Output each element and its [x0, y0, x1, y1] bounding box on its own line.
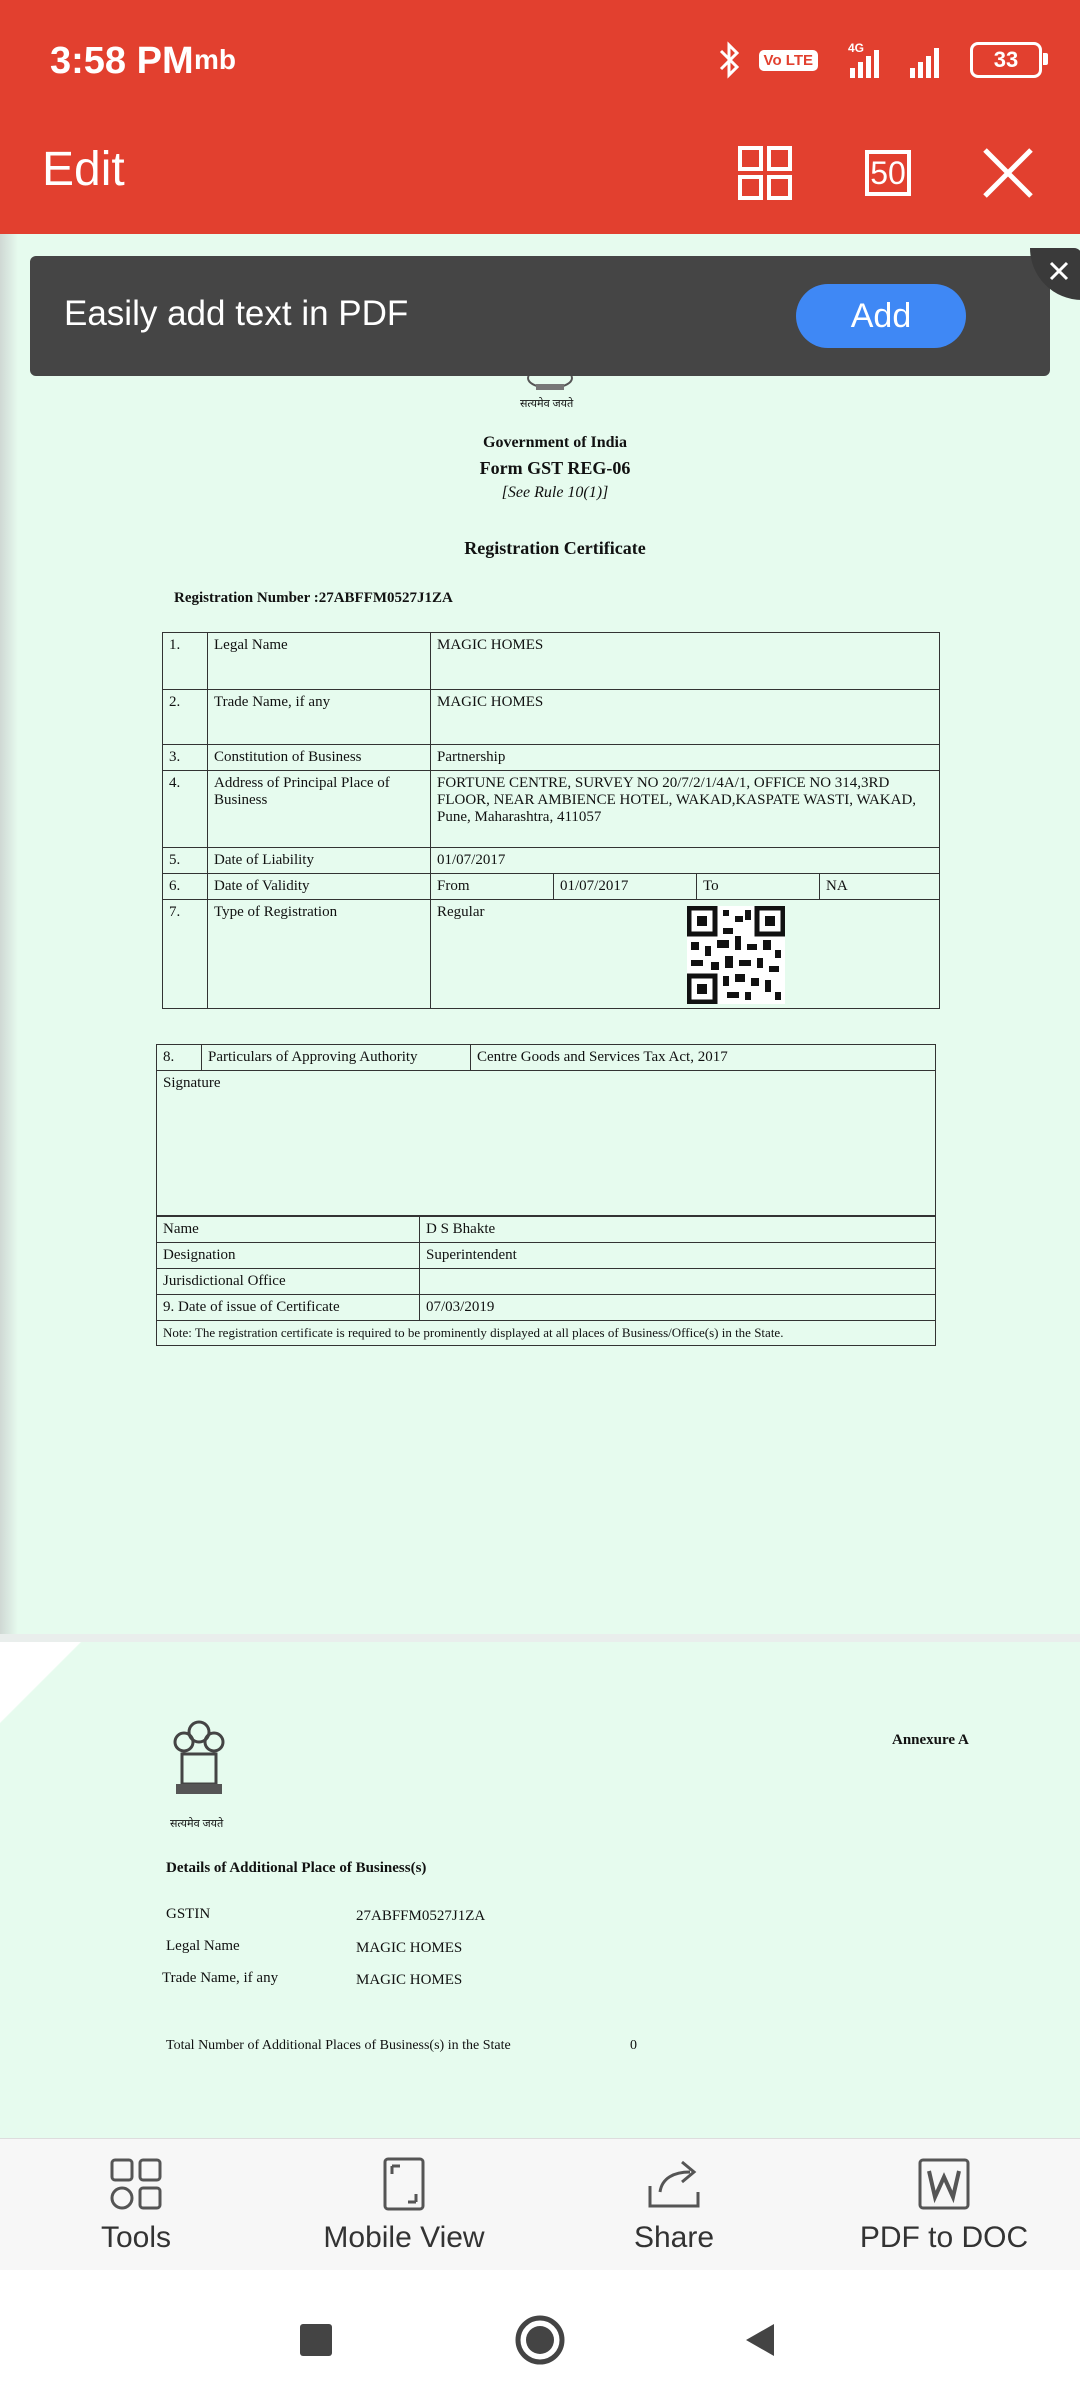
- total-places-value: 0: [630, 2038, 637, 2053]
- officer-label: 9. Date of issue of Certificate: [157, 1295, 420, 1321]
- back-button[interactable]: [730, 2310, 790, 2370]
- toolbar-title: Edit: [42, 143, 125, 196]
- bluetooth-icon: [717, 40, 743, 80]
- registration-number: Registration Number :27ABFFM0527J1ZA: [174, 590, 453, 606]
- document-government: Government of India: [483, 434, 627, 451]
- row-number: 6.: [163, 874, 208, 900]
- row-value: FORTUNE CENTRE, SURVEY NO 20/7/2/1/4A/1, OFFICE NO 314,3RD FLOOR, NEAR AMBIENCE HOTEL, WAKAD,KASPATE WASTI, WAKAD, Pune, Maharashtra, 411057: [431, 771, 940, 848]
- officer-label: Name: [157, 1217, 420, 1243]
- row-number: 4.: [163, 771, 208, 848]
- certificate-title: Registration Certificate: [464, 538, 646, 558]
- certificate-note: Note: The registration certificate is required to be prominently displayed at all places of Business/Office(s) in the State.: [157, 1321, 936, 1346]
- row-number: 2.: [163, 690, 208, 745]
- page-fold: [0, 1642, 90, 1752]
- row-label: Address of Principal Place of Business: [208, 771, 431, 848]
- validity-from-label: From: [431, 874, 554, 900]
- field-label: Trade Name, if any: [162, 1970, 279, 1986]
- officer-value: [420, 1269, 936, 1295]
- field-label: GSTIN: [166, 1906, 211, 1922]
- row-label: Legal Name: [208, 633, 431, 690]
- battery-level: 33: [993, 47, 1019, 72]
- home-circle-icon: [514, 2314, 566, 2366]
- pdf-to-doc-label: PDF to DOC: [859, 2221, 1029, 2254]
- emblem-motto: सत्यमेव जयते: [520, 398, 574, 410]
- table-row: [157, 1295, 936, 1321]
- row-value: Partnership: [431, 745, 940, 771]
- validity-to: NA: [820, 874, 940, 900]
- table-row: [163, 771, 940, 848]
- field-value: 27ABFFM0527J1ZA: [356, 1908, 486, 1924]
- row-label: Particulars of Approving Authority: [202, 1045, 471, 1071]
- total-places-label: Total Number of Additional Places of Business(s) in the State: [166, 2038, 511, 2053]
- pdf-to-doc-button[interactable]: [834, 2153, 1054, 2265]
- close-icon: [981, 146, 1035, 200]
- registration-table: [162, 632, 940, 1009]
- registration-type: Regular: [437, 904, 485, 920]
- table-row: [157, 1217, 936, 1243]
- table-row: [157, 1321, 936, 1346]
- system-navigation-bar: [0, 2270, 1080, 2400]
- officer-value: Superintendent: [420, 1243, 936, 1269]
- pdf-viewer[interactable]: [0, 234, 1080, 2138]
- officer-value: 07/03/2019: [420, 1295, 936, 1321]
- table-row: [163, 633, 940, 690]
- row-label: Date of Liability: [208, 848, 431, 874]
- validity-to-label: To: [697, 874, 820, 900]
- row-number: 8.: [157, 1045, 202, 1071]
- emblem-motto: सत्यमेव जयते: [170, 1818, 224, 1830]
- table-row: [163, 690, 940, 745]
- row-label: Trade Name, if any: [208, 690, 431, 745]
- close-button[interactable]: [973, 138, 1043, 208]
- share-label: Share: [633, 2221, 715, 2254]
- row-label: Constitution of Business: [208, 745, 431, 771]
- authority-table: [156, 1044, 936, 1346]
- row-number: 5.: [163, 848, 208, 874]
- field-label: Legal Name: [166, 1938, 240, 1954]
- page-count: 50: [870, 154, 906, 191]
- table-row: [163, 848, 940, 874]
- row-number: 3.: [163, 745, 208, 771]
- volte-icon: Vo LTE: [759, 50, 818, 71]
- battery-icon: [970, 42, 1042, 78]
- signal-icon: [902, 40, 954, 80]
- grid-icon: [737, 145, 793, 201]
- field-value: MAGIC HOMES: [356, 1940, 463, 1956]
- table-row: [163, 900, 940, 1009]
- pdf-page-1: [0, 234, 1080, 1634]
- validity-from: 01/07/2017: [554, 874, 697, 900]
- back-triangle-icon: [740, 2320, 780, 2360]
- table-row: [163, 745, 940, 771]
- tools-icon: [108, 2156, 164, 2212]
- close-icon: [1048, 260, 1070, 282]
- mobile-view-icon: [382, 2156, 426, 2212]
- table-row: [157, 1243, 936, 1269]
- tooltip-text: Easily add text in PDF: [64, 294, 409, 333]
- row-number: 7.: [163, 900, 208, 1009]
- row-value: MAGIC HOMES: [431, 690, 940, 745]
- share-button[interactable]: [564, 2153, 784, 2265]
- row-number: 1.: [163, 633, 208, 690]
- field-value: MAGIC HOMES: [356, 1972, 463, 1988]
- tools-button[interactable]: [26, 2153, 246, 2265]
- carrier-label: mb: [194, 44, 236, 75]
- officer-value: D S Bhakte: [420, 1217, 936, 1243]
- home-button[interactable]: [510, 2310, 570, 2370]
- annexure-label: Annexure A: [892, 1732, 969, 1748]
- table-row: [157, 1071, 936, 1216]
- status-time: 3:58 PM: [50, 40, 194, 82]
- bottom-action-bar: [0, 2138, 1080, 2271]
- pdf-page-2: [0, 1642, 1080, 2138]
- row-value: Centre Goods and Services Tax Act, 2017: [471, 1045, 936, 1071]
- signal-4g-icon: [834, 40, 886, 80]
- national-emblem-icon: [168, 1718, 230, 1812]
- add-text-button[interactable]: Add: [796, 284, 966, 348]
- officer-label: Jurisdictional Office: [157, 1269, 420, 1295]
- table-row: [157, 1269, 936, 1295]
- app-toolbar: [0, 128, 1080, 234]
- document-form: Form GST REG-06: [479, 458, 631, 478]
- mobile-view-label: Mobile View: [323, 2221, 485, 2254]
- officer-label: Designation: [157, 1243, 420, 1269]
- svg-text:4G: 4G: [848, 41, 865, 55]
- signature-area: Signature: [157, 1071, 936, 1216]
- tools-label: Tools: [100, 2221, 172, 2254]
- qr-code-icon: [687, 906, 785, 1004]
- table-row: [163, 874, 940, 900]
- document-rule: [See Rule 10(1)]: [501, 484, 609, 501]
- status-icons: [717, 40, 1042, 80]
- row-value-cell: [431, 900, 940, 1009]
- page-count-icon: [865, 150, 911, 196]
- row-label: Date of Validity: [208, 874, 431, 900]
- share-icon: [644, 2156, 704, 2212]
- recents-button[interactable]: [286, 2310, 346, 2370]
- additional-places-title: Details of Additional Place of Business(s): [166, 1860, 427, 1876]
- table-row: [157, 1045, 936, 1071]
- mobile-view-button[interactable]: [294, 2153, 514, 2265]
- row-label: Type of Registration: [208, 900, 431, 1009]
- page-count-button[interactable]: [853, 138, 923, 208]
- square-icon: [298, 2322, 334, 2358]
- row-value: 01/07/2017: [431, 848, 940, 874]
- thumbnail-grid-button[interactable]: [730, 138, 800, 208]
- add-text-tooltip: [30, 256, 1050, 376]
- word-doc-icon: [917, 2157, 971, 2211]
- row-value: MAGIC HOMES: [431, 633, 940, 690]
- status-bar: [0, 0, 1080, 128]
